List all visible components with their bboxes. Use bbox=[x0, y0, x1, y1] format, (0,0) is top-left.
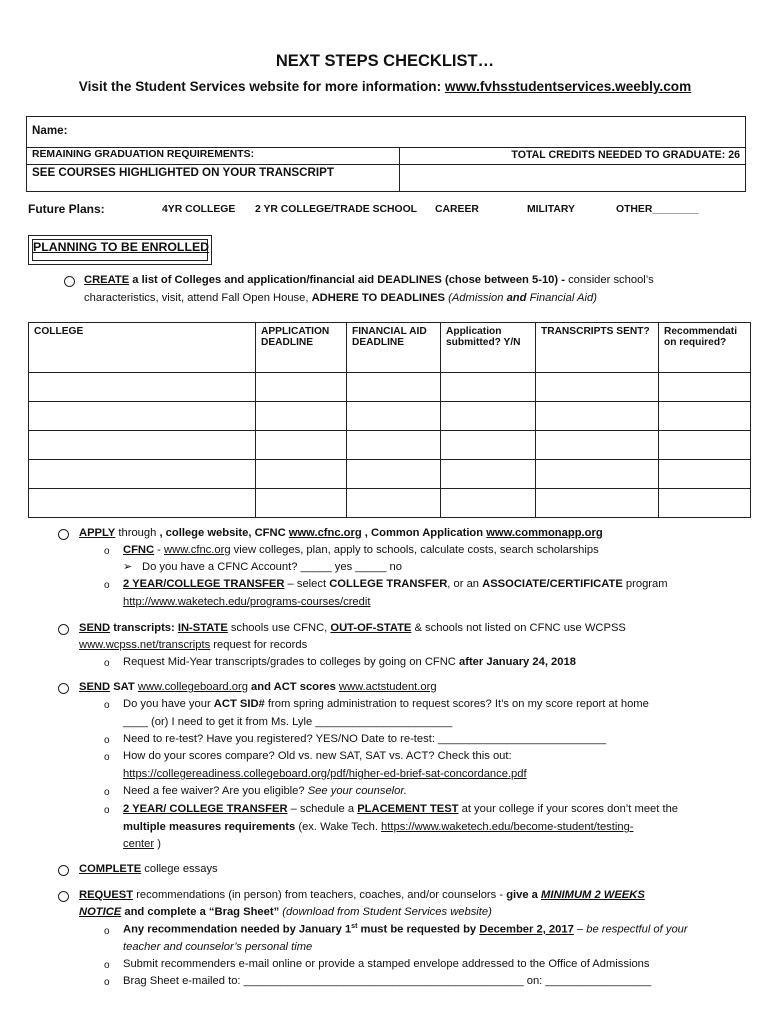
bullet: o bbox=[104, 546, 110, 557]
create-item-line1 bbox=[84, 274, 654, 286]
table-cell[interactable] bbox=[441, 460, 536, 489]
table-cell[interactable] bbox=[659, 373, 751, 402]
table-cell[interactable] bbox=[536, 489, 659, 518]
s1-c: from spring administration to request scores? It’s on my score report at home bbox=[264, 698, 649, 710]
send-t3: & schools not listed on CFNC use WCPSS bbox=[411, 622, 626, 634]
send-lead: SEND bbox=[79, 622, 111, 634]
table-cell[interactable] bbox=[659, 489, 751, 518]
create-bold-text: a list of Colleges and application/financial aid DEADLINES (chose between 5-10) - bbox=[129, 274, 569, 286]
bullet: o bbox=[104, 805, 110, 816]
complete-lead: COMPLETE bbox=[79, 863, 142, 875]
commonapp-link[interactable]: www.commonapp.org bbox=[486, 527, 603, 539]
table-row bbox=[29, 431, 751, 460]
see-courses-label: SEE COURSES HIGHLIGHTED ON YOUR TRANSCRIPT bbox=[27, 165, 400, 192]
apply-t1: through bbox=[115, 527, 160, 539]
request-lead: REQUEST bbox=[79, 889, 134, 901]
page-subtitle bbox=[0, 79, 770, 94]
s5-b: PLACEMENT TEST bbox=[357, 803, 459, 815]
bullet: o bbox=[104, 700, 110, 711]
request-sub1-line2: teacher and counselor’s personal time bbox=[123, 941, 313, 953]
concordance-link[interactable]: https://collegereadiness.collegeboard.org/pdf/higher-ed-brief-sat-concordance.pdf bbox=[123, 768, 527, 780]
col-header-fa-deadline: FINANCIAL AID DEADLINE bbox=[347, 323, 441, 373]
cfnc-account-question[interactable]: Do you have a CFNC Account? _____ yes _____ no bbox=[142, 561, 402, 573]
table-cell[interactable] bbox=[256, 373, 347, 402]
table-cell[interactable] bbox=[441, 431, 536, 460]
request-sub2: Submit recommenders e-mail online or provide a stamped envelope addressed to the Office of Admissions bbox=[123, 958, 650, 970]
apply-sub2-b: COLLEGE TRANSFER bbox=[329, 578, 448, 590]
send-transcripts-line1 bbox=[79, 622, 626, 634]
create-lead: CREATE bbox=[84, 274, 130, 286]
apply-t3: , Common Application bbox=[361, 527, 487, 539]
r-s1-d: – be respectful of your bbox=[573, 923, 688, 936]
send-t1: transcripts: bbox=[110, 622, 178, 634]
create-item-line2 bbox=[84, 292, 597, 304]
instate-label: IN-STATE bbox=[177, 622, 228, 634]
request-line1 bbox=[79, 889, 645, 901]
apply-sub1-lead: CFNC bbox=[123, 544, 155, 556]
act-sid-line2[interactable]: ____ (or) I need to get it from Ms. Lyle ______________________ bbox=[123, 716, 453, 728]
table-cell[interactable] bbox=[659, 460, 751, 489]
bullet: o bbox=[104, 580, 110, 591]
s1-b: ACT SID# bbox=[213, 698, 265, 710]
complete-line bbox=[79, 863, 218, 875]
table-cell[interactable] bbox=[256, 402, 347, 431]
request-checkbox[interactable] bbox=[58, 891, 69, 902]
table-cell[interactable] bbox=[29, 460, 256, 489]
placement-test-line1 bbox=[123, 803, 678, 815]
midyear-b: after January 24, 2018 bbox=[459, 656, 576, 668]
collegeboard-link[interactable]: www.collegeboard.org bbox=[137, 681, 248, 693]
midyear-transcripts bbox=[123, 656, 576, 668]
col-header-transcripts: TRANSCRIPTS SENT? bbox=[536, 323, 659, 373]
table-cell[interactable] bbox=[347, 460, 441, 489]
create-checkbox[interactable] bbox=[64, 276, 75, 287]
actstudent-link[interactable]: www.actstudent.org bbox=[338, 681, 437, 693]
table-cell[interactable] bbox=[256, 489, 347, 518]
send-sat-lead: SEND bbox=[79, 681, 111, 693]
page-title: NEXT STEPS CHECKLIST… bbox=[275, 52, 495, 70]
bullet: o bbox=[104, 787, 110, 798]
create-line2-e: Financial Aid) bbox=[526, 292, 597, 304]
college-table bbox=[28, 322, 751, 518]
apply-sub2 bbox=[123, 578, 668, 590]
outstate-label: OUT-OF-STATE bbox=[330, 622, 412, 634]
col-header-college: COLLEGE bbox=[29, 323, 256, 373]
col-header-app-deadline: APPLICATION DEADLINE bbox=[256, 323, 347, 373]
apply-sub1 bbox=[123, 544, 599, 556]
s4-b: See your counselor. bbox=[307, 785, 407, 797]
s5-a: – schedule a bbox=[287, 803, 358, 815]
table-cell[interactable] bbox=[347, 402, 441, 431]
waketech-testing-link[interactable]: https://www.waketech.edu/become-student/testing- bbox=[381, 821, 634, 833]
send-transcripts-checkbox[interactable] bbox=[58, 624, 69, 635]
remaining-requirements-label: REMAINING GRADUATION REQUIREMENTS: bbox=[27, 148, 400, 165]
student-info-table bbox=[26, 116, 746, 192]
plan-option-career[interactable]: CAREER bbox=[435, 204, 479, 215]
compare-scores-question: How do your scores compare? Old vs. new SAT, SAT vs. ACT? Check this out: bbox=[123, 750, 512, 762]
bullet: o bbox=[104, 735, 110, 746]
send-sat-t2: and ACT scores bbox=[247, 681, 339, 693]
table-cell[interactable] bbox=[347, 489, 441, 518]
table-row bbox=[29, 373, 751, 402]
subtitle-text: Visit the Student Services website for more information: bbox=[78, 79, 445, 94]
wcpss-link[interactable]: www.wcpss.net/transcripts bbox=[79, 639, 211, 651]
midyear-a: Request Mid-Year transcripts/grades to colleges by going on CFNC bbox=[123, 656, 459, 668]
request-line2 bbox=[79, 906, 492, 918]
table-row bbox=[29, 460, 751, 489]
apply-line bbox=[79, 527, 603, 539]
request-t3: MINIMUM 2 WEEKS bbox=[541, 889, 645, 901]
name-label: Name: bbox=[32, 124, 68, 137]
apply-sub2-c: , or an bbox=[447, 578, 483, 590]
plan-option-other[interactable]: OTHER________ bbox=[616, 204, 699, 215]
apply-sub2-lead: 2 YEAR/COLLEGE TRANSFER bbox=[123, 578, 285, 590]
request-sub1 bbox=[123, 923, 688, 936]
bullet: o bbox=[104, 752, 110, 763]
placement-test-line2 bbox=[123, 821, 634, 833]
plan-option-military[interactable]: MILITARY bbox=[527, 204, 575, 215]
table-cell[interactable] bbox=[347, 431, 441, 460]
retest-question[interactable]: Need to re-test? Have you registered? YES/NO Date to re-test: ___________________________ bbox=[123, 733, 607, 745]
request-t4: NOTICE bbox=[79, 906, 122, 918]
college-table-header bbox=[29, 323, 751, 373]
waketech-programs-link[interactable]: http://www.waketech.edu/programs-courses/credit bbox=[123, 596, 371, 608]
apply-sub1-a: - bbox=[154, 544, 165, 556]
request-t2: give a bbox=[506, 889, 542, 901]
table-cell[interactable] bbox=[29, 402, 256, 431]
table-cell[interactable] bbox=[256, 431, 347, 460]
plan-option-4yr[interactable]: 4YR COLLEGE bbox=[162, 204, 236, 215]
planning-section-label: PLANNING TO BE ENROLLED bbox=[33, 240, 210, 254]
send-scores-line bbox=[79, 681, 437, 693]
s5-d: multiple measures requirements bbox=[123, 821, 296, 833]
table-cell[interactable] bbox=[29, 431, 256, 460]
table-row bbox=[29, 402, 751, 431]
plan-option-2yr[interactable]: 2 YR COLLEGE/TRADE SCHOOL bbox=[255, 204, 418, 215]
table-cell[interactable] bbox=[441, 373, 536, 402]
create-text: consider school’s bbox=[568, 274, 654, 286]
arrow-bullet-icon: ➢ bbox=[123, 561, 133, 573]
table-cell[interactable] bbox=[29, 373, 256, 402]
table-cell[interactable] bbox=[659, 431, 751, 460]
total-credits-label: TOTAL CREDITS NEEDED TO GRADUATE: 26 bbox=[400, 148, 746, 165]
r-s1-sup: st bbox=[351, 923, 358, 930]
placement-test-line3 bbox=[123, 838, 161, 850]
create-line2-c: (Admission bbox=[445, 292, 507, 304]
create-line2-a: characteristics, visit, attend Fall Open House, bbox=[84, 292, 312, 304]
request-t6: (download from Student Services website) bbox=[282, 906, 492, 918]
bullet: o bbox=[104, 926, 110, 937]
table-cell[interactable] bbox=[536, 373, 659, 402]
student-services-link[interactable]: www.fvhsstudentservices.weebly.com bbox=[444, 79, 692, 94]
r-s1-b: must be requested by bbox=[357, 923, 480, 936]
apply-sub2-d: ASSOCIATE/CERTIFICATE bbox=[482, 578, 623, 590]
apply-sub1-b: view colleges, plan, apply to schools, calculate costs, search scholarships bbox=[230, 544, 599, 556]
create-line2-d: and bbox=[506, 292, 527, 304]
table-cell[interactable] bbox=[659, 402, 751, 431]
table-cell[interactable] bbox=[441, 402, 536, 431]
send-t2: schools use CFNC, bbox=[227, 622, 331, 634]
fee-waiver-question bbox=[123, 785, 407, 797]
table-cell[interactable] bbox=[29, 489, 256, 518]
table-cell[interactable] bbox=[441, 489, 536, 518]
cfnc-link-2[interactable]: www.cfnc.org bbox=[164, 544, 231, 556]
request-t1: recommendations (in person) from teachers, coaches, and/or counselors - bbox=[133, 889, 507, 901]
r-s1-c: December 2, 2017 bbox=[479, 923, 574, 936]
s5-c: at your college if your scores don’t meet the bbox=[458, 803, 679, 815]
table-cell[interactable] bbox=[536, 431, 659, 460]
brag-sheet-line[interactable]: Brag Sheet e-mailed to: _____________________________________________ on: _________________ bbox=[123, 975, 652, 987]
table-cell[interactable] bbox=[256, 460, 347, 489]
table-cell[interactable] bbox=[347, 373, 441, 402]
complete-t1: college essays bbox=[141, 863, 218, 875]
s5-f: ) bbox=[154, 838, 161, 850]
bullet: o bbox=[104, 977, 110, 988]
planning-section-box bbox=[28, 235, 212, 265]
table-cell[interactable] bbox=[536, 402, 659, 431]
create-line2-b: ADHERE TO DEADLINES bbox=[311, 292, 446, 304]
s1-a: Do you have your bbox=[123, 698, 214, 710]
s5-lead: 2 YEAR/ COLLEGE TRANSFER bbox=[123, 803, 288, 815]
apply-sub2-e: program bbox=[622, 578, 668, 590]
send-sat-t1: SAT bbox=[110, 681, 138, 693]
send-t4: request for records bbox=[210, 639, 308, 651]
apply-sub2-a: – select bbox=[284, 578, 330, 590]
bullet: o bbox=[104, 960, 110, 971]
col-header-app-submitted: Application submitted? Y/N bbox=[441, 323, 536, 373]
apply-checkbox[interactable] bbox=[58, 529, 69, 540]
request-t5: and complete a “Brag Sheet” bbox=[121, 906, 283, 918]
s4-a: Need a fee waiver? Are you eligible? bbox=[123, 785, 308, 797]
courses-notes-cell[interactable] bbox=[400, 165, 746, 192]
bullet: o bbox=[104, 658, 110, 669]
send-scores-checkbox[interactable] bbox=[58, 683, 69, 694]
act-sid-question bbox=[123, 698, 649, 710]
cfnc-link[interactable]: www.cfnc.org bbox=[288, 527, 362, 539]
future-plans-label: Future Plans: bbox=[28, 202, 105, 216]
r-s1-a: Any recommendation needed by January 1 bbox=[123, 923, 352, 936]
table-row bbox=[29, 489, 751, 518]
s5-e: (ex. Wake Tech. bbox=[295, 821, 382, 833]
complete-checkbox[interactable] bbox=[58, 865, 69, 876]
waketech-testing-link-2[interactable]: center bbox=[123, 838, 155, 850]
apply-lead: APPLY bbox=[79, 527, 116, 539]
col-header-recommendation: Recommendati on required? bbox=[659, 323, 751, 373]
send-transcripts-line2 bbox=[79, 639, 307, 651]
name-field[interactable] bbox=[27, 117, 746, 148]
apply-t2: , college website, CFNC bbox=[159, 527, 289, 539]
table-cell[interactable] bbox=[536, 460, 659, 489]
